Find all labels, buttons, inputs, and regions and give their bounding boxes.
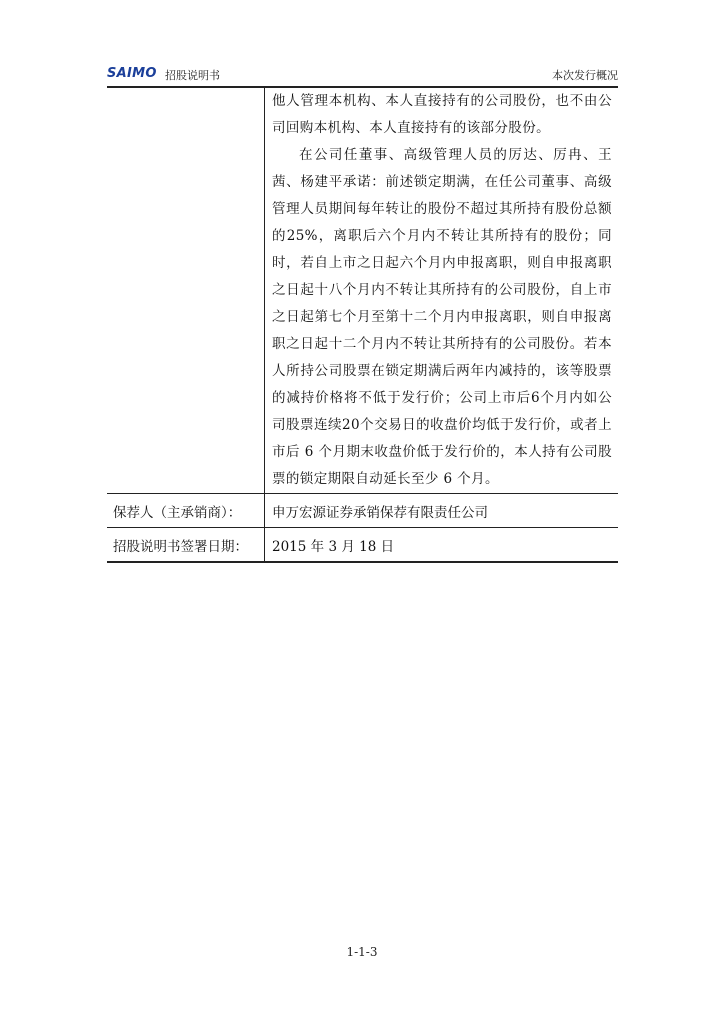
lockup-commitment-row — [107, 88, 618, 494]
sponsor-value: 申万宏源证券承销保荐有限责任公司 — [272, 505, 488, 521]
signing-date-label: 招股说明书签署日期： — [107, 528, 265, 561]
document-title: 招股说明书 — [165, 69, 220, 82]
page-number: 1-1-3 — [346, 945, 378, 959]
lockup-value-cell — [265, 88, 618, 493]
signing-date-row — [107, 528, 618, 563]
section-title: 本次发行概况 — [552, 69, 618, 82]
lockup-paragraph-2: 在公司任董事、高级管理人员的厉达、厉冉、王茜、杨建平承诺：前述锁定期满，在任公司董事、高级管理人员期间每年转让的股份不超过其所持有股份总额的25%，离职后六个月内不转让其所持有的股份；同时，若自上市之日起六个月内申报离职，则自申报离职之日起十八个月内不转让其所持有的公司股份，自上市之日起第七个月至第十二个月内申报离职，则自申报离职之日起十二个月内不转让其所持有的公司股份。若本人所持公司股票在锁定期满后两年内减持的，该等股票的减持价格将不低于发行价；公司上市后6个月内如公司股票连续20个交易日的收盘价均低于发行价，或者上市后 6 个月期末收盘价低于发行价的，本人持有公司股票的锁定期限自动延长至少 6 个月。 — [272, 147, 612, 487]
sponsor-label: 保荐人（主承销商）： — [107, 494, 265, 527]
sponsor-row — [107, 494, 618, 528]
lockup-paragraph-1: 他人管理本机构、本人直接持有的公司股份，也不由公司回购本机构、本人直接持有的该部分股份。 — [272, 93, 612, 136]
signing-date-value: 2015 年 3 月 18 日 — [272, 539, 395, 555]
page-header — [107, 66, 618, 86]
lockup-label-cell — [107, 88, 265, 493]
saimo-logo: SAIMO — [107, 66, 157, 81]
offering-overview-table — [107, 88, 618, 563]
